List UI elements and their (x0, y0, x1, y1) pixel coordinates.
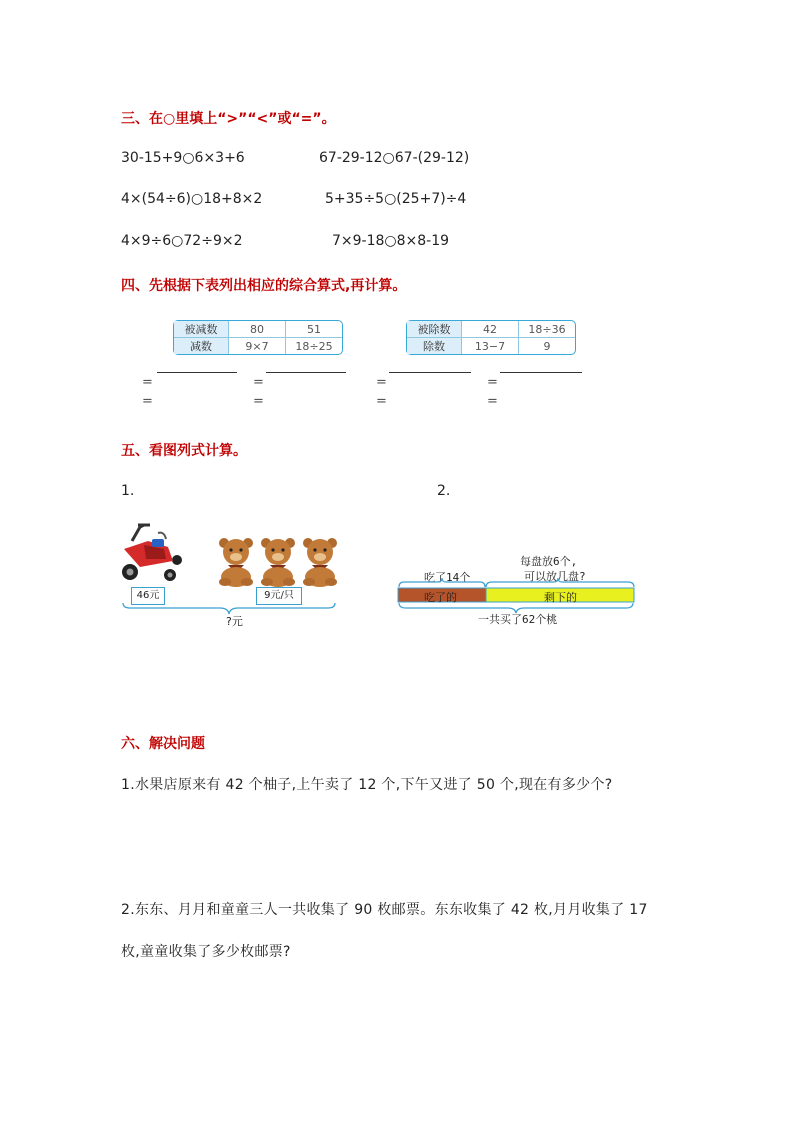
section4-title: 四、先根据下表列出相应的综合算式,再计算。 (121, 278, 407, 294)
answer-blank[interactable] (500, 372, 582, 373)
word-problem-2-line1: 2.东东、月月和童童三人一共收集了 90 枚邮票。东东收集了 42 枚,月月收集了 17 (121, 902, 648, 918)
compare-item-2: 67-29-12○67-(29-12) (319, 150, 470, 166)
equals-sign: = (142, 375, 153, 390)
compare-item-5: 4×9÷6○72÷9×2 (121, 233, 243, 249)
left-bar-label: 剩下的 (544, 591, 577, 604)
equals-sign: = (253, 375, 264, 390)
table-subtraction (173, 320, 343, 355)
word-problem-1: 1.水果店原来有 42 个柚子,上午卖了 12 个,下午又进了 50 个,现在有多少个? (121, 777, 613, 793)
ate-bar-label: 吃了的 (424, 591, 457, 604)
compare-item-3: 4×(54÷6)○18+8×2 (121, 191, 263, 207)
equals-sign: = (487, 375, 498, 390)
equals-sign: = (376, 375, 387, 390)
table-cell: 13−7 (462, 338, 519, 354)
section5-title: 五、看图列式计算。 (121, 443, 247, 459)
bear-price-label: 9元/只 (256, 587, 302, 605)
compare-item-4: 5+35÷5○(25+7)÷4 (325, 191, 467, 207)
equals-sign: = (253, 394, 264, 409)
total-peach-label: 一共买了62个桃 (478, 613, 558, 626)
question-number-1: 1. (121, 483, 135, 499)
answer-blank[interactable] (157, 372, 237, 373)
table-header-divisor: 除数 (407, 338, 462, 354)
tricycle-and-bears-illustration (118, 515, 343, 587)
question-number-2: 2. (437, 483, 451, 499)
table-cell: 18÷36 (519, 321, 575, 338)
table-cell: 9×7 (229, 338, 286, 354)
table-header-subtrahend: 减数 (174, 338, 229, 354)
question-line-1: 每盘放6个, (520, 555, 578, 568)
table-division (406, 320, 576, 355)
compare-item-6: 7×9-18○8×8-19 (332, 233, 450, 249)
table-header-dividend: 被除数 (407, 321, 462, 338)
teddy-bear-icon (303, 538, 337, 587)
ate-count-label: 吃了14个 (424, 571, 471, 584)
compare-item-1: 30-15+9○6×3+6 (121, 150, 245, 166)
equals-sign: = (376, 394, 387, 409)
answer-blank[interactable] (389, 372, 471, 373)
table-cell: 9 (543, 339, 551, 353)
table-cell: 18÷25 (295, 339, 333, 353)
teddy-bear-icon (219, 538, 253, 587)
section3-title: 三、在○里填上“>”“<”或“=”。 (121, 111, 336, 127)
table-cell: 80 (229, 321, 286, 338)
table-header-minuend: 被减数 (174, 321, 229, 338)
question-line-2: 可以放几盘? (524, 570, 586, 583)
equals-sign: = (142, 394, 153, 409)
section6-title: 六、解决问题 (121, 736, 205, 752)
tricycle-price-label: 46元 (131, 587, 165, 605)
word-problem-2-line2: 枚,童童收集了多少枚邮票? (121, 944, 291, 960)
table-cell: 51 (286, 321, 342, 338)
answer-blank[interactable] (266, 372, 346, 373)
total-price-question: ?元 (226, 615, 243, 628)
tricycle-icon (122, 525, 182, 581)
equals-sign: = (487, 394, 498, 409)
teddy-bear-icon (261, 538, 295, 587)
table-cell: 42 (462, 321, 519, 338)
